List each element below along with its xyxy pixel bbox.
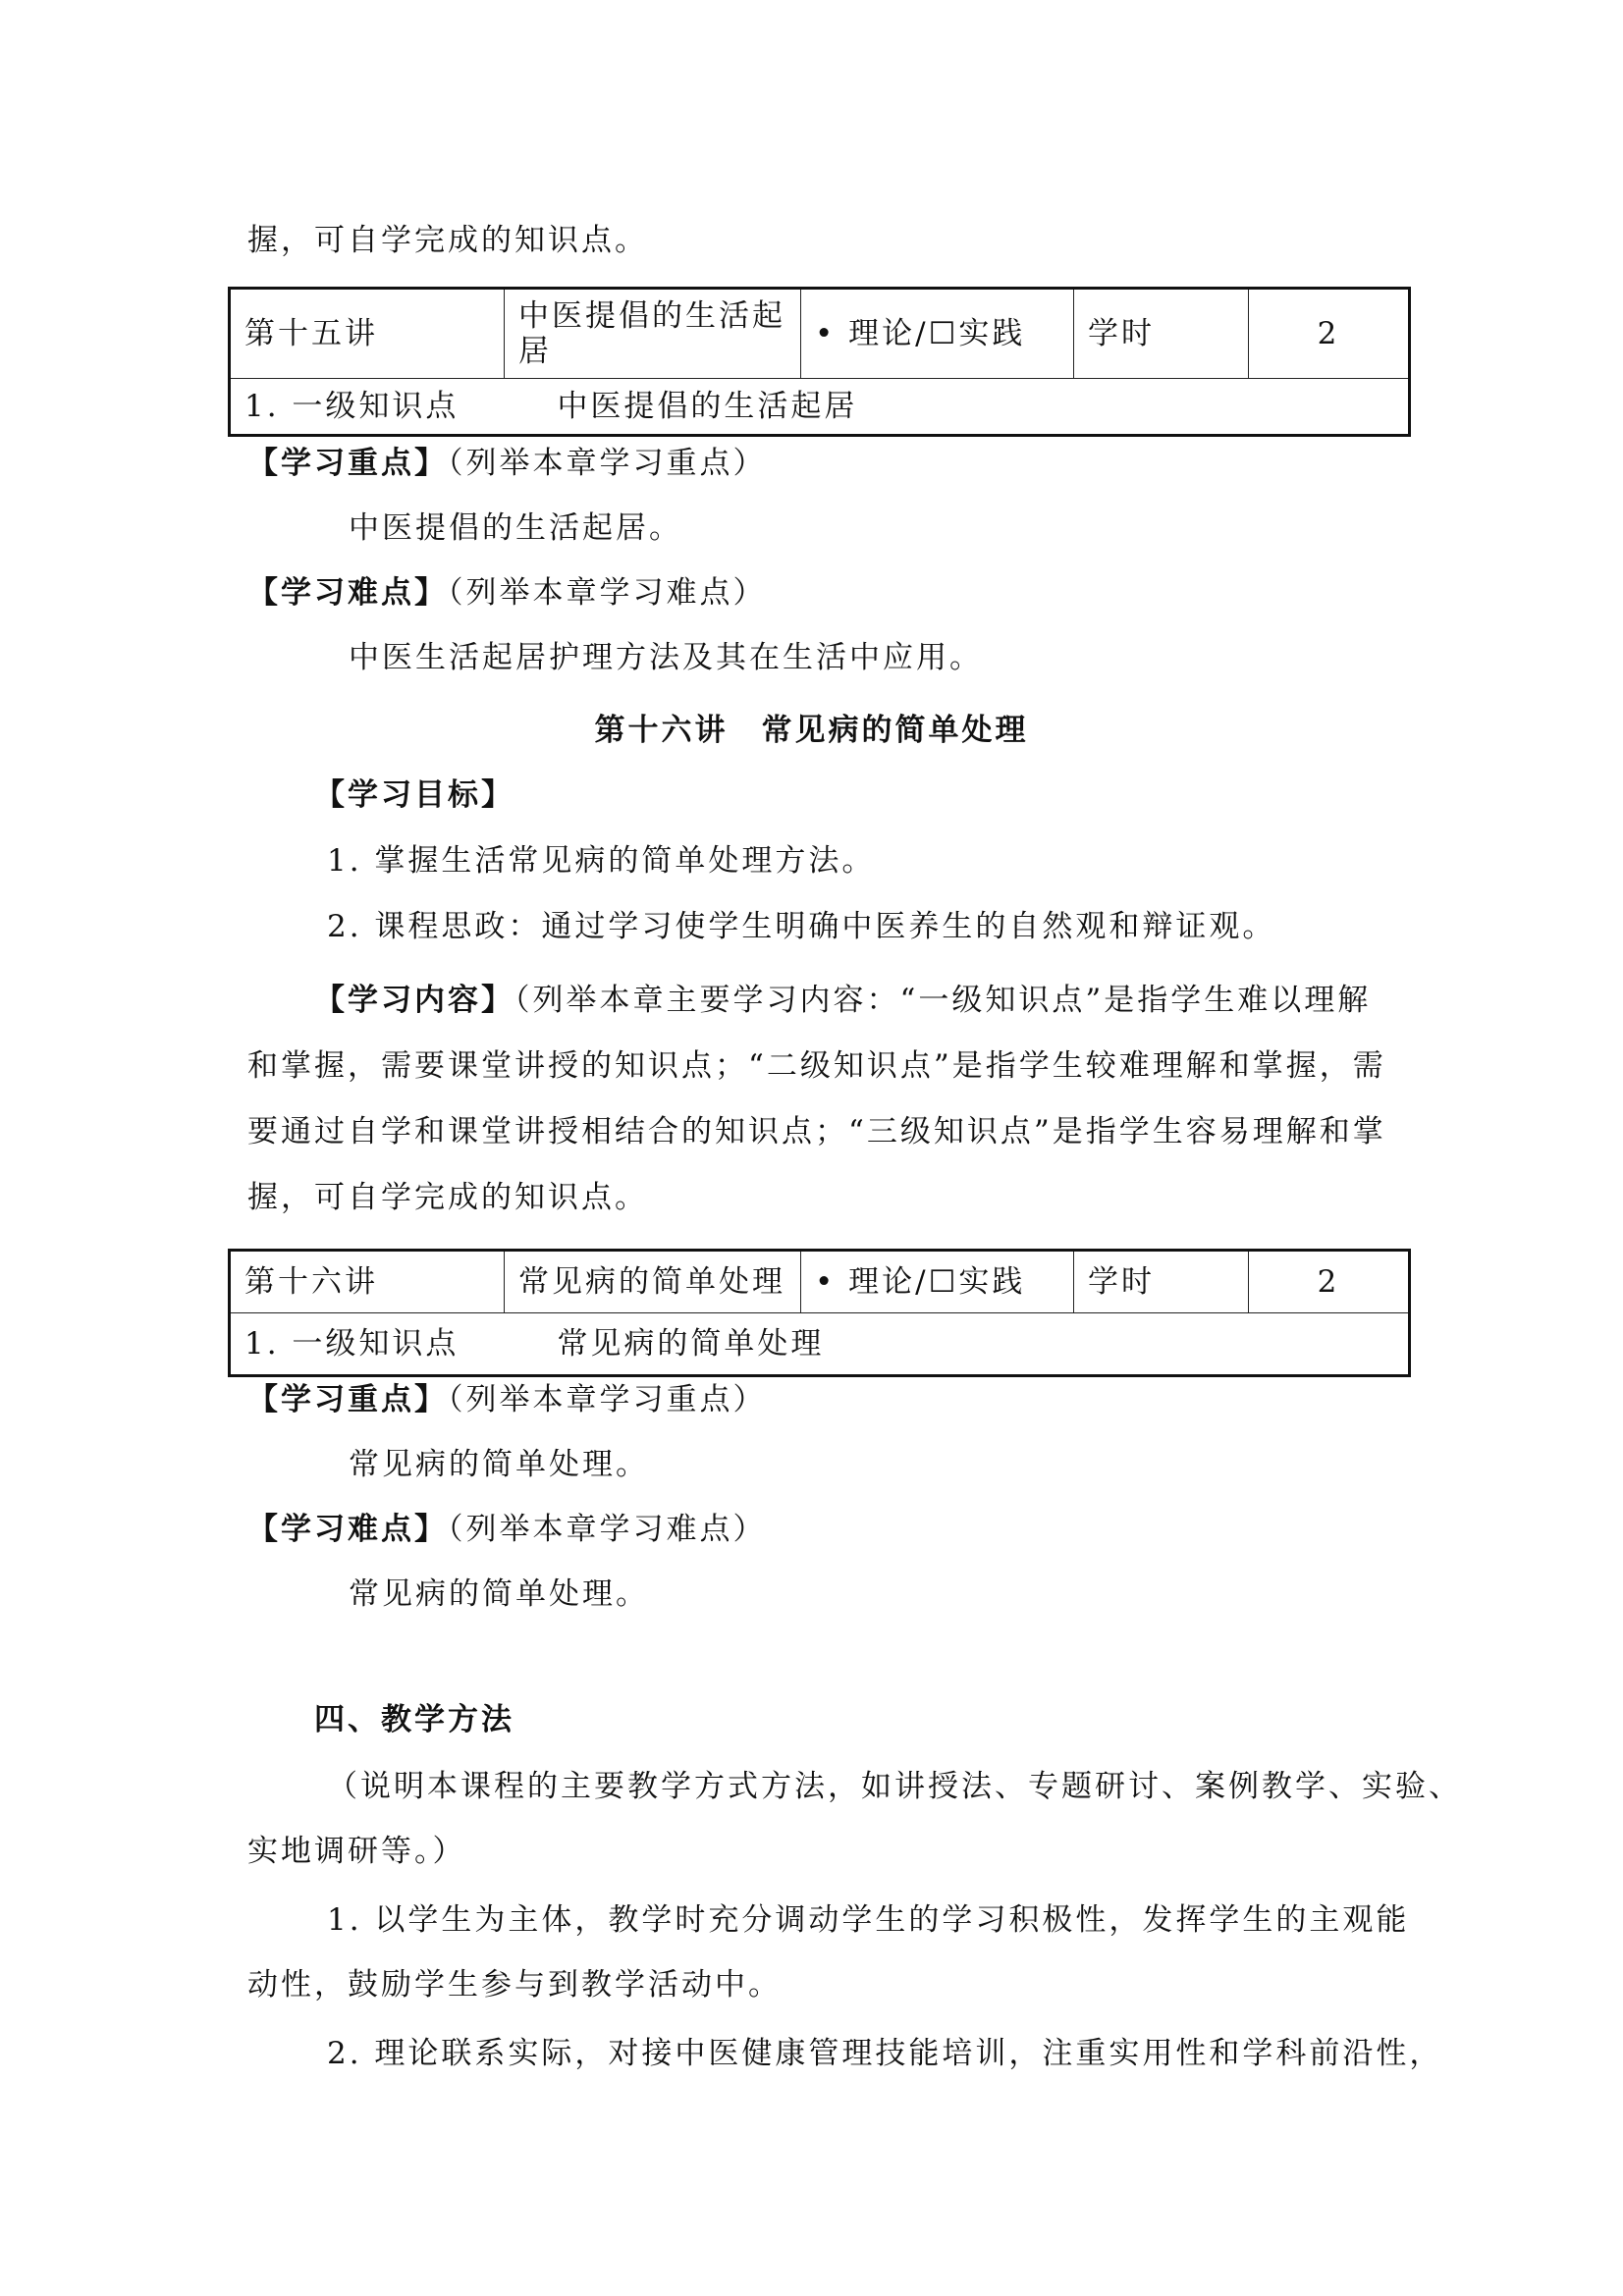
- lecture-type-cell: • 理论/☐实践: [801, 1251, 1074, 1313]
- lecture-title-cell: 中医提倡的生活起居: [505, 289, 801, 379]
- method-2-line-1: 2. 理论联系实际，对接中医健康管理技能培训，注重实用性和学科前沿性，: [327, 2036, 1443, 2071]
- lecture-15-table: [228, 287, 1411, 437]
- focus-line-16: [247, 1380, 767, 1419]
- content-line-4: 握，可自学完成的知识点。: [247, 1180, 648, 1215]
- methods-intro-1: （说明本课程的主要教学方式方法，如讲授法、专题研讨、案例教学、实验、: [327, 1769, 1462, 1804]
- content-line-3: 要通过自学和课堂讲授相结合的知识点；“三级知识点”是指学生容易理解和掌: [247, 1114, 1386, 1149]
- focus-text-15: 中医提倡的生活起居。: [349, 510, 682, 546]
- knowledge-text: 常见病的简单处理: [557, 1326, 825, 1362]
- goal-label: 【学习目标】: [314, 777, 514, 813]
- hours-value-cell: 2: [1249, 289, 1410, 379]
- content-line-1: [314, 981, 1371, 1020]
- focus-text-16: 常见病的简单处理。: [349, 1447, 649, 1482]
- difficulty-line-15: [247, 573, 767, 613]
- focus-line-15: [247, 444, 767, 483]
- lecture-16-heading: 第十六讲 常见病的简单处理: [594, 713, 1029, 748]
- knowledge-text: 中医提倡的生活起居: [557, 389, 858, 424]
- knowledge-level: 1. 一级知识点: [244, 1326, 460, 1362]
- method-1-line-2: 动性，鼓励学生参与到教学活动中。: [247, 1967, 782, 2002]
- methods-heading: 四、教学方法: [314, 1702, 514, 1737]
- difficulty-text-15: 中医生活起居护理方法及其在生活中应用。: [349, 640, 983, 675]
- lecture-16-table: [228, 1249, 1411, 1377]
- knowledge-point-cell: [230, 379, 1410, 436]
- lecture-number-cell: 第十六讲: [230, 1251, 505, 1313]
- content-text: （列举本章主要学习内容：“一级知识点”是指学生难以理解: [514, 983, 1372, 1018]
- difficulty-label: 【学习难点】: [247, 575, 448, 611]
- focus-label: 【学习重点】: [247, 446, 448, 481]
- paragraph-continuation: 握，可自学完成的知识点。: [247, 223, 648, 258]
- lecture-type-cell: • 理论/☐实践: [801, 289, 1074, 379]
- difficulty-line-16: [247, 1510, 767, 1549]
- methods-intro-2: 实地调研等。）: [247, 1834, 466, 1869]
- knowledge-point-cell: [230, 1313, 1410, 1376]
- difficulty-label: 【学习难点】: [247, 1512, 448, 1547]
- hours-label-cell: 学时: [1074, 289, 1249, 379]
- lecture-title-cell: 常见病的简单处理: [505, 1251, 801, 1313]
- difficulty-note: （列举本章学习难点）: [448, 1512, 767, 1547]
- goal-item-2: 2. 课程思政：通过学习使学生明确中医养生的自然观和辩证观。: [327, 909, 1276, 944]
- content-label: 【学习内容】: [314, 983, 514, 1018]
- content-line-2: 和掌握，需要课堂讲授的知识点；“二级知识点”是指学生较难理解和掌握，需: [247, 1048, 1386, 1084]
- hours-label-cell: 学时: [1074, 1251, 1249, 1313]
- focus-label: 【学习重点】: [247, 1382, 448, 1417]
- difficulty-text-16: 常见病的简单处理。: [349, 1576, 649, 1612]
- goal-item-1: 1. 掌握生活常见病的简单处理方法。: [327, 843, 876, 879]
- hours-value-cell: 2: [1249, 1251, 1410, 1313]
- focus-note: （列举本章学习重点）: [448, 446, 767, 481]
- knowledge-level: 1. 一级知识点: [244, 389, 460, 424]
- lecture-number-cell: 第十五讲: [230, 289, 505, 379]
- difficulty-note: （列举本章学习难点）: [448, 575, 767, 611]
- focus-note: （列举本章学习重点）: [448, 1382, 767, 1417]
- method-1-line-1: 1. 以学生为主体，教学时充分调动学生的学习积极性，发挥学生的主观能: [327, 1902, 1410, 1938]
